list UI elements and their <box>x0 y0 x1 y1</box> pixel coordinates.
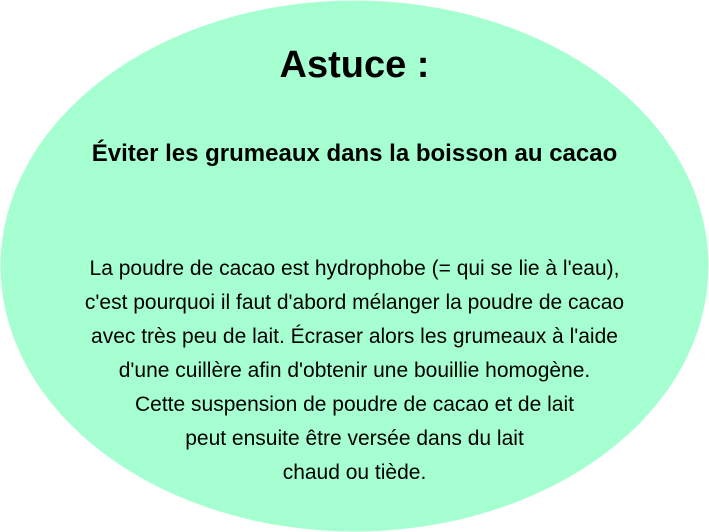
tip-subtitle: Éviter les grumeaux dans la boisson au cacao <box>91 140 618 167</box>
tip-body-line: peut ensuite être versée dans du lait <box>185 427 524 450</box>
tip-body-line: d'une cuillère afin d'obtenir une bouillie homogène. <box>118 359 591 382</box>
tip-body-line: La poudre de cacao est hydrophobe (= qui se lie à l'eau), <box>89 257 620 280</box>
tip-body <box>10 252 699 490</box>
tip-body-line: avec très peu de lait. Écraser alors les grumeaux à l'aide <box>91 325 618 348</box>
tip-body-line: chaud ou tiède. <box>282 461 427 484</box>
tip-heading: Astuce : <box>279 44 430 86</box>
tip-body-line: c'est pourquoi il faut d'abord mélanger la poudre de cacao <box>84 291 625 314</box>
tip-body-line: Cette suspension de poudre de cacao et de lait <box>135 393 574 416</box>
